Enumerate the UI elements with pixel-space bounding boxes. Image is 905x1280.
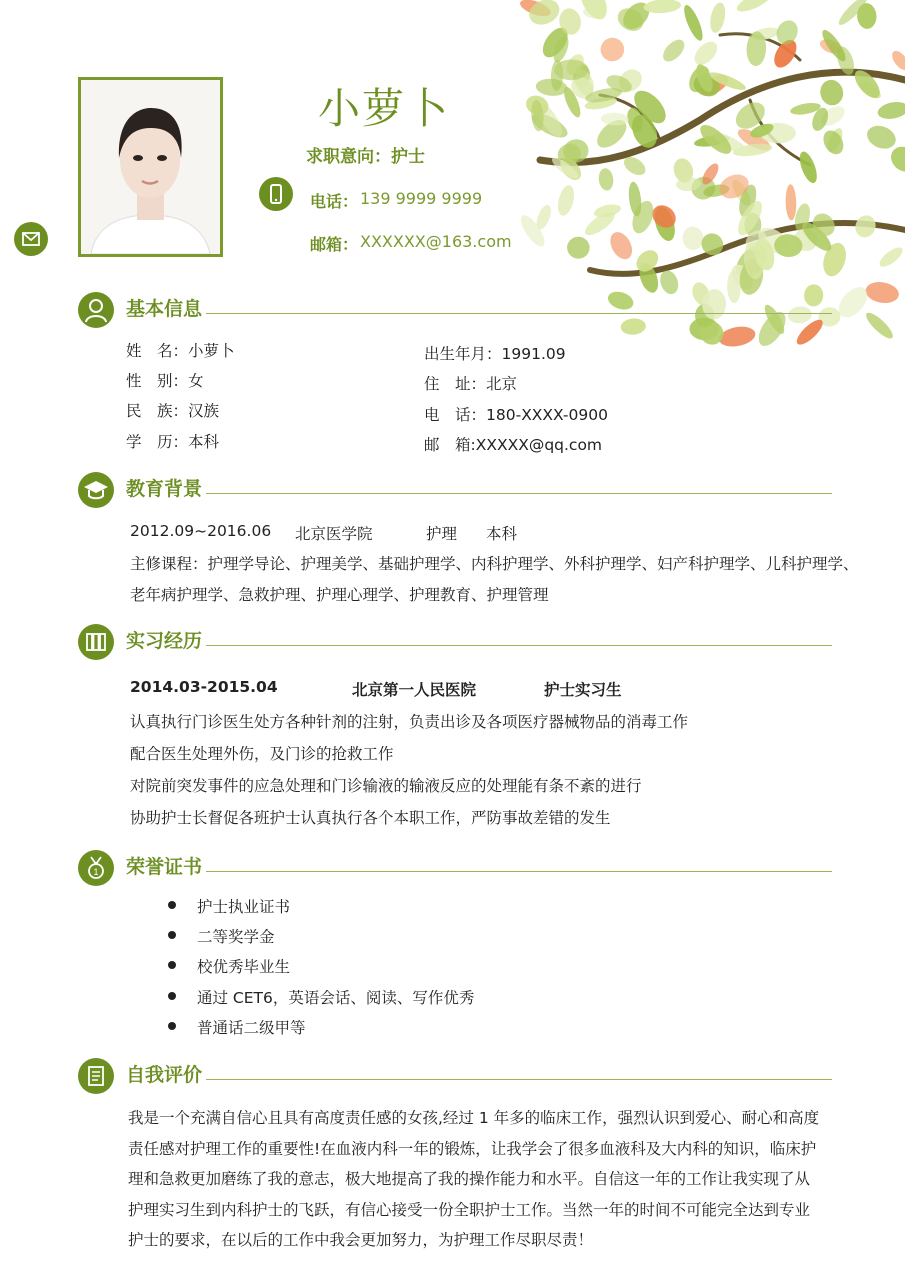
medal-icon (78, 850, 114, 886)
leaf (681, 225, 704, 251)
edu-major: 护理 (426, 525, 458, 543)
info-item: 电 话：180-XXXX-0900 (424, 406, 608, 424)
leaf (734, 0, 775, 16)
info-item: 姓 名：小萝卜 (126, 342, 235, 360)
books-icon (78, 624, 114, 660)
edu-degree: 本科 (486, 525, 518, 543)
intern-org: 北京第一人民医院 (352, 681, 477, 699)
user-icon (78, 292, 114, 328)
email-value: XXXXXX@163.com (360, 232, 512, 251)
intern-duty: 协助护士长督促各班护士认真执行各个本职工作，严防事故差错的发生 (130, 809, 611, 827)
leaf (555, 184, 577, 218)
section-title: 基本信息 (126, 298, 203, 320)
honor-item: 通过 CET6，英语会话、阅读、写作优秀 (197, 989, 475, 1007)
leaf (554, 59, 588, 80)
edu-period: 2012.09~2016.06 (130, 522, 272, 540)
leaf (889, 48, 905, 73)
honor-item: 普通话二级甲等 (197, 1019, 306, 1037)
leaf (596, 33, 628, 65)
divider (206, 645, 832, 646)
job-intent: 求职意向：护士 (306, 147, 425, 167)
email-label: 邮箱： (310, 235, 359, 254)
info-item: 民 族：汉族 (126, 402, 220, 420)
divider (206, 1079, 832, 1080)
self-eval-text: 我是一个充满自信心且具有高度责任感的女孩,经过 1 年多的临床工作，强烈认识到爱心、耐心和高度 责任感对护理工作的重要性!在血液内科一年的锻炼，让我学会了很多血液科及大内科的知识，临床护 理和急救更加磨练了我的意志，极大地提高了我的操作能力和水平。自信这一年的工作让我实现了从 护理实习生到内科护士的飞跃，有信心接受一份全职护士工作。当然一年的时间不可能完全达到专业 护士的要求，在以后的工作中我会更加努力，为护理工作尽职尽责！ (128, 1109, 820, 1249)
section-title: 教育背景 (126, 478, 203, 500)
leaf (708, 1, 728, 34)
phone-value: 139 9999 9999 (360, 189, 483, 208)
notebook-icon (78, 1058, 114, 1094)
leaf (877, 244, 905, 270)
leaf (864, 280, 901, 306)
leaf (818, 78, 845, 108)
edu-school: 北京医学院 (295, 525, 373, 543)
leaf (863, 309, 896, 342)
section-title: 实习经历 (126, 630, 203, 652)
section-self-eval (78, 1058, 832, 1094)
bullet (168, 1022, 176, 1030)
section-education (78, 472, 832, 508)
info-item: 出生年月：1991.09 (424, 345, 566, 363)
intern-duty: 认真执行门诊医生处方各种针剂的注射，负责出诊及各项医疗器械物品的消毒工作 (130, 713, 689, 731)
svg-text:1: 1 (93, 867, 99, 877)
edu-courses: 主修课程：护理学导论、护理美学、基础护理学、内科护理学、外科护理学、妇产科护理学、儿科护理学、 (130, 555, 859, 573)
leaf (606, 228, 637, 263)
portrait-icon (81, 80, 220, 254)
bullet (168, 961, 176, 969)
leaf (819, 127, 847, 158)
section-basic-info (78, 292, 832, 328)
phone-icon (259, 177, 293, 211)
divider (206, 313, 832, 314)
bullet (168, 992, 176, 1000)
leaf (796, 149, 820, 185)
divider (206, 493, 832, 494)
intern-period: 2014.03-2015.04 (130, 678, 278, 696)
leaf (864, 122, 900, 153)
bullet (168, 931, 176, 939)
section-internship (78, 624, 832, 660)
leaf (566, 236, 591, 260)
graduation-cap-icon (78, 472, 114, 508)
bullet (168, 901, 176, 909)
intern-duty: 对院前突发事件的应急处理和门诊输液的输液反应的处理能有条不紊的进行 (130, 777, 642, 795)
section-title: 荣誉证书 (126, 856, 203, 878)
intern-role: 护士实习生 (544, 681, 622, 699)
edu-courses-cont: 老年病护理学、急救护理、护理心理学、护理教育、护理管理 (130, 586, 549, 604)
leaf (690, 37, 721, 69)
honor-item: 校优秀毕业生 (197, 958, 291, 976)
info-item: 学 历：本科 (126, 433, 220, 451)
leaf (876, 100, 905, 122)
leaf (681, 3, 707, 43)
section-honors (78, 850, 832, 886)
candidate-name: 小萝卜 (318, 84, 451, 133)
honor-item: 二等奖学金 (197, 928, 275, 946)
intern-duty: 配合医生处理外伤，及门诊的抢救工作 (130, 745, 394, 763)
profile-photo (78, 77, 223, 257)
leaf (597, 167, 614, 191)
mail-icon (14, 222, 48, 256)
leaf (659, 36, 688, 66)
info-item: 邮 箱:XXXXX@qq.com (424, 436, 603, 454)
phone-label: 电话： (310, 192, 359, 211)
leaf (785, 184, 797, 220)
divider (206, 871, 832, 872)
info-item: 性 别：女 (126, 372, 204, 390)
honor-item: 护士执业证书 (197, 898, 291, 916)
leaf (852, 212, 879, 240)
section-title: 自我评价 (126, 1064, 203, 1086)
info-item: 住 址：北京 (424, 375, 518, 393)
